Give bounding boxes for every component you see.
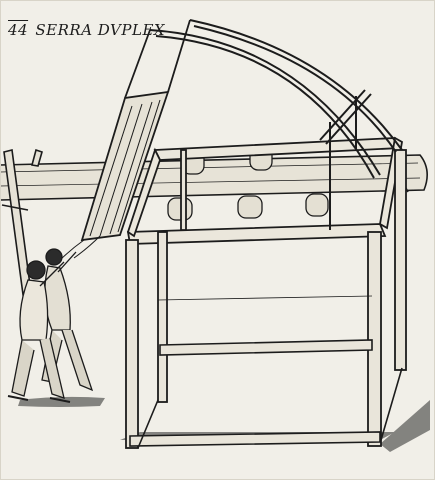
log (0, 155, 427, 200)
plate-title: SERRA DVPLEX (35, 21, 166, 39)
plate-number: 44 (8, 21, 29, 39)
pull-ropes (58, 236, 100, 262)
frame-stretchers (130, 296, 402, 448)
